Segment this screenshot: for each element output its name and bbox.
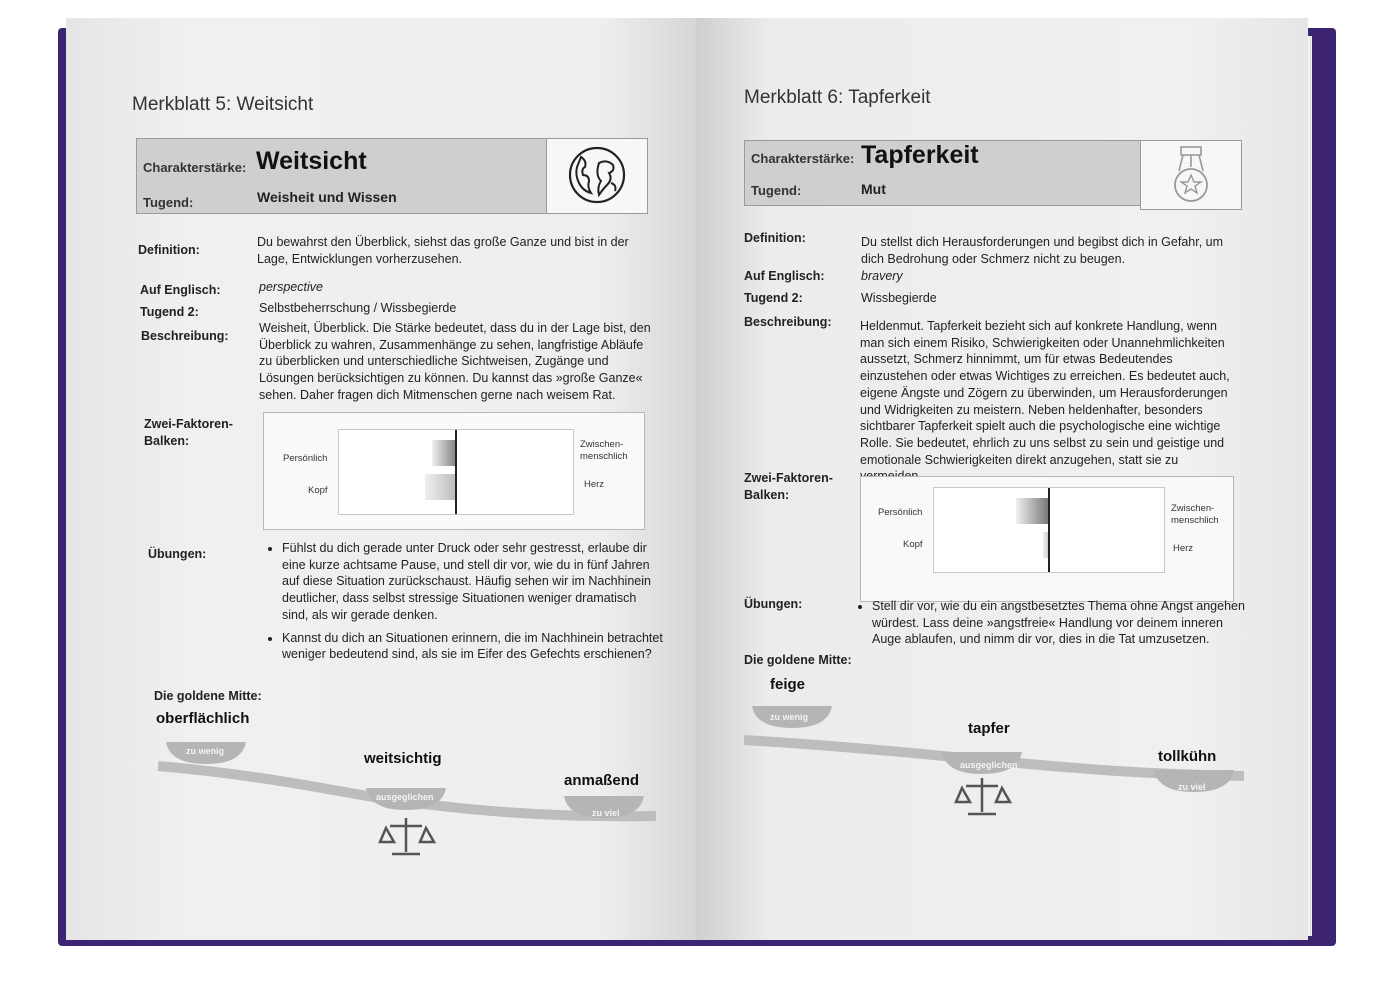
definition-text: Du stellst dich Herausforderungen und begibst dich in Gefahr, um dich Bedrohung oder Schmerz nicht zu beugen.: [861, 235, 1224, 266]
golden-mean-label: Die goldene Mitte:: [744, 653, 852, 667]
definition-label: Definition:: [138, 243, 200, 257]
axis-right-bottom: Herz: [1173, 543, 1194, 554]
axis-right-top: Zwischen-menschlich: [1171, 503, 1219, 526]
chart-plot: [338, 429, 574, 515]
english-text: bravery: [861, 269, 903, 283]
virtue-label: Tugend:: [143, 195, 194, 210]
description-label: Beschreibung:: [141, 329, 229, 343]
right-page: [696, 18, 1308, 940]
description-label: Beschreibung:: [744, 315, 832, 329]
exercises-label: Übungen:: [148, 547, 207, 561]
virtue-label: Tugend:: [751, 183, 802, 198]
description-text: Weisheit, Überblick. Die Stärke bedeutet, dass du in der Lage bist, den Überblick zu wahren, Zusammenhänge zu sehen, langfristige Abläufe zu überblicken und unterschiedliche Sichtweisen, Zugänge und Lösungen berücksichtigen zu können. Du kannst das »große Ganze« sehen. Daher fragen dich Mitmenschen gerne nach weisem Rat.: [259, 321, 651, 402]
strength-label: Charakterstärke:: [143, 160, 247, 175]
balanced-tag: ausgeglichen: [960, 760, 1018, 770]
too-much-word: tollkühn: [1158, 748, 1217, 765]
scale-icon: [380, 818, 434, 854]
scale-icon: [956, 778, 1010, 814]
bar-personal: [432, 440, 455, 466]
strength-name: Tapferkeit: [861, 141, 979, 169]
two-factor-chart: [860, 476, 1234, 602]
two-factor-chart: [263, 412, 645, 530]
english-text: perspective: [259, 280, 323, 294]
too-little-word: oberflächlich: [156, 710, 250, 727]
icon-box: [1140, 140, 1242, 210]
too-much-tag: zu viel: [592, 808, 620, 818]
exercise-item: • Kannst du dich an Situationen erinnern, die im Nachhinein betrachtet weniger bedeutend sind, als sie im Eifer des Gefechts erschienen?: [282, 630, 666, 663]
left-page: [66, 18, 696, 940]
too-much-tag: zu viel: [1178, 782, 1206, 792]
twofactor-label: Zwei-Faktoren-Balken:: [744, 471, 833, 502]
strength-label: Charakterstärke:: [751, 151, 855, 166]
axis-left-bottom: Kopf: [903, 539, 923, 550]
balanced-word: tapfer: [968, 720, 1010, 737]
virtue2-text: Wissbegierde: [861, 291, 937, 305]
description-text: Heldenmut. Tapferkeit bezieht sich auf konkrete Handlung, wenn man sich einem Risiko, Schwierigkeiten oder Unannehmlichkeiten aussetzt, Schmerz hinnimmt, um für etwas Bedeutendes einzustehen oder etwas Wichtiges zu erreichen. Es bedeutet auch, eigene Ängste und Zögern zu überwinden, um Herausforderungen und Widrigkeiten zu meistern. Neben heldenhafter, besonders sichtbarer Tapferkeit spielt auch die psychologische eine wichtige Rolle. Sie bedeutet, ehrlich zu uns selbst zu sein und geistige und emotionale Schwierigkeiten direkt anzugehen, statt sie zu: [860, 319, 1230, 467]
english-label: Auf Englisch:: [744, 269, 825, 283]
exercises-list: [268, 540, 666, 669]
definition-label: Definition:: [744, 231, 806, 245]
exercises-label: Übungen:: [744, 597, 803, 611]
too-little-word: feige: [770, 676, 806, 693]
definition-text: Du bewahrst den Überblick, siehst das große Ganze und bist in der Lage, Entwicklungen vorherzusehen.: [257, 235, 629, 266]
bar-head: [425, 474, 455, 500]
virtue-name: Weisheit und Wissen: [257, 189, 397, 205]
center-line: [455, 430, 457, 514]
golden-mean-label: Die goldene Mitte:: [154, 689, 262, 703]
axis-left-top: Persönlich: [878, 507, 923, 518]
strength-header: [136, 138, 548, 214]
english-label: Auf Englisch:: [140, 283, 221, 297]
virtue2-text: Selbstbeherrschung / Wissbegierde: [259, 301, 457, 315]
exercise-item: • Fühlst du dich gerade unter Druck oder sehr gestresst, erlaube dir eine kurze achtsame Pause, und stell dir vor, wie du in fünf Jahren auf diese Situation zurückschaust. Häufig sehen wir im Nachhinein deutlicher, dass selbst stressige Situationen weniger dramatisch sind, als wir gerade denken.: [282, 540, 666, 624]
strength-name: Weitsicht: [256, 147, 367, 175]
bar-personal: [1016, 498, 1048, 524]
globe-icon: [547, 139, 647, 213]
too-little-tag: zu wenig: [186, 746, 224, 756]
sheet-title: Merkblatt 5: Weitsicht: [132, 94, 314, 115]
axis-right-top: Zwischen-menschlich: [580, 439, 628, 462]
twofactor-label: Zwei-Faktoren-Balken:: [144, 417, 233, 448]
icon-box: [546, 138, 648, 214]
axis-left-bottom: Kopf: [308, 485, 328, 496]
too-much-word: anmaßend: [564, 772, 640, 789]
virtue2-label: Tugend 2:: [744, 291, 803, 305]
axis-left-top: Persönlich: [283, 453, 328, 464]
chart-plot: [933, 487, 1165, 573]
virtue-name: Mut: [861, 181, 886, 197]
balanced-tag: ausgeglichen: [376, 792, 434, 802]
exercises-list: [858, 598, 1254, 654]
axis-right-bottom: Herz: [584, 479, 605, 490]
center-line: [1048, 488, 1050, 572]
medal-icon: [1141, 141, 1241, 209]
too-little-tag: zu wenig: [770, 712, 808, 722]
virtue2-label: Tugend 2:: [140, 305, 199, 319]
strength-header: [744, 140, 1142, 206]
sheet-title: Merkblatt 6: Tapferkeit: [744, 87, 931, 108]
balanced-word: weitsichtig: [364, 750, 442, 767]
exercise-item: • Stell dir vor, wie du ein angstbesetztes Thema ohne Angst angehen würdest. Lass deine »angstfreie« Handlung vor deinem inneren Auge ablaufen, und nimm dir vor, dies in die Tat umzusetzen.: [872, 598, 1254, 648]
